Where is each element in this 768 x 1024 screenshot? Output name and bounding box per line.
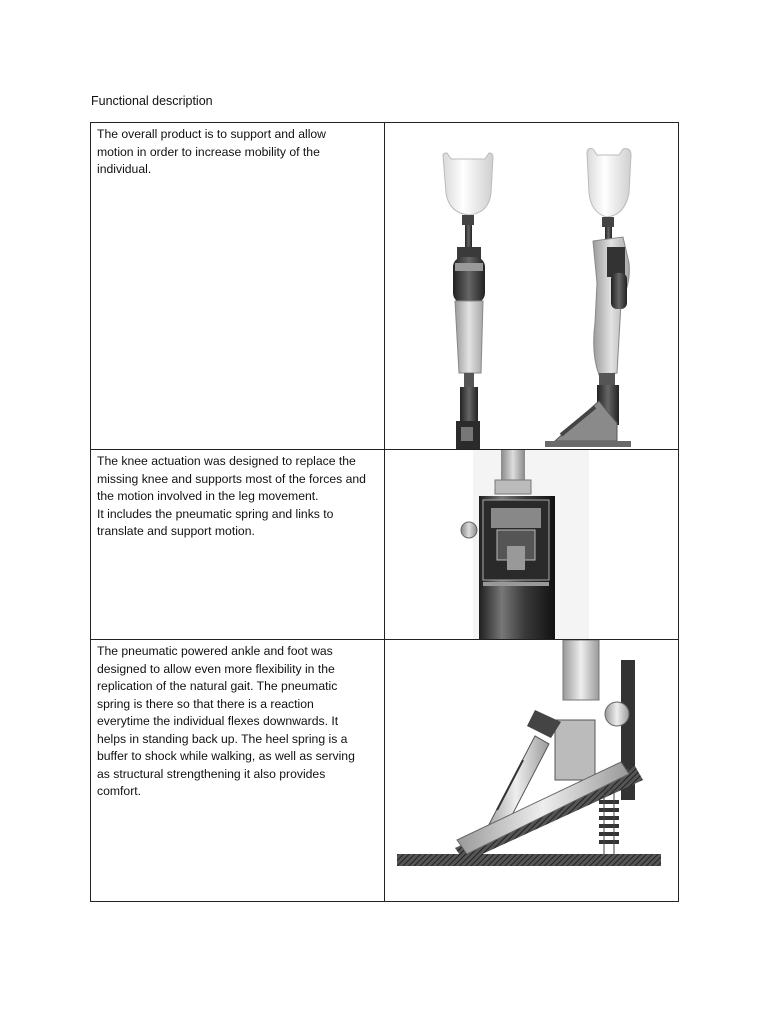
description-text: The overall product is to support and allow motion in order to increase mobility of the individual. [97, 127, 326, 176]
functional-description-table [90, 122, 679, 902]
ankle-foot-illustration [385, 640, 678, 901]
description-cell [91, 123, 385, 450]
heel-spring [599, 790, 619, 856]
table-row [91, 640, 679, 902]
knee-actuation-illustration [385, 450, 678, 639]
side-view-leg [545, 149, 631, 448]
description-cell [91, 450, 385, 640]
image-cell [385, 450, 679, 640]
description-cell [91, 640, 385, 902]
description-text: The knee actuation was designed to replace the missing knee and supports most of the forces and the motion involved in the leg movement. It includes the pneumatic spring and links to translate and support motion. [97, 454, 366, 538]
table-row [91, 450, 679, 640]
table-row [91, 123, 679, 450]
section-heading: Functional description [91, 94, 213, 108]
description-text: The pneumatic powered ankle and foot was designed to allow even more flexibility in the replication of the natural gait. The pneumatic spring is there so that there is a reaction everytime the individual flexes downwards. It helps in standing back up. The heel spring is a buffer to shock while walking, as well as serving as structural strengthening it also provides comfort. [97, 644, 355, 798]
front-view-leg [443, 153, 493, 449]
image-cell [385, 123, 679, 450]
prosthetic-leg-illustration [385, 123, 678, 449]
image-cell [385, 640, 679, 902]
